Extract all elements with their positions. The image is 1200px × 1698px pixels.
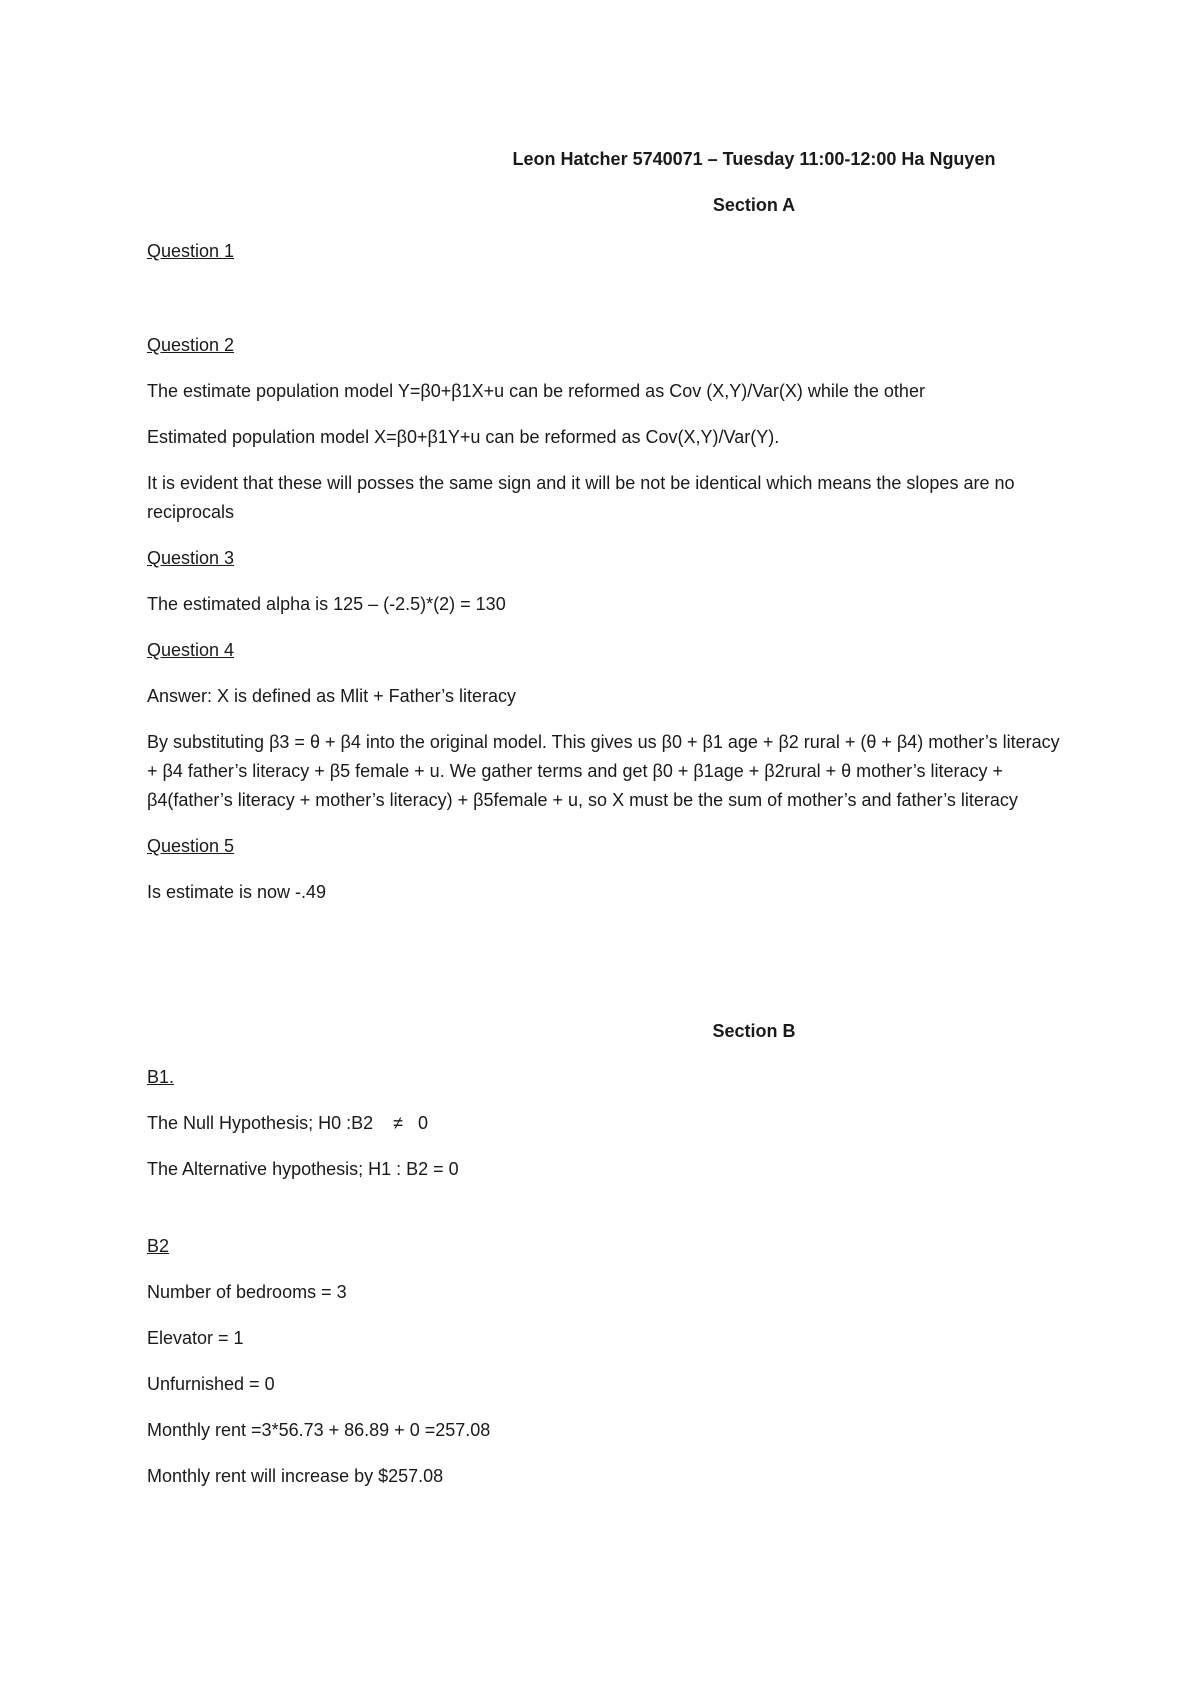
section-a-title: Section A (712, 195, 796, 215)
question-5-heading: Question 5 (147, 836, 235, 856)
b2-bedrooms: Number of bedrooms = 3 (147, 1282, 347, 1302)
b2-unfurnished: Unfurnished = 0 (147, 1374, 275, 1394)
b-gap (147, 1184, 1067, 1232)
b1-heading: B1. (147, 1067, 175, 1087)
section-b-title: Section B (712, 1021, 796, 1041)
question-1-heading: Question 1 (147, 241, 235, 261)
question-4-answer-2: By substituting β3 = θ + β4 into the original model. This gives us β0 + β1 age + β2 rural + (θ + β4) mother’s literacy + β4 father’s literacy + β5 female + u. We gather terms and get β0 + β1age + β2rural + θ mother’s literacy + β4(father’s literacy + mother’s literacy) + β5female + u, so X must be the sum of mother’s and father’s literacy (147, 732, 1060, 810)
b2-elevator: Elevator = 1 (147, 1328, 244, 1348)
question-2-line-1: The estimate population model Y=β0+β1X+u can be reformed as Cov (X,Y)/Var(X) while the other (147, 381, 925, 401)
question-3-heading: Question 3 (147, 548, 235, 568)
question-2-heading: Question 2 (147, 335, 235, 355)
b1-alternative-hypothesis: The Alternative hypothesis; H1 : B2 = 0 (147, 1159, 459, 1179)
question-2-line-2: Estimated population model X=β0+β1Y+u can be reformed as Cov(X,Y)/Var(Y). (147, 427, 780, 447)
question-4-heading: Question 4 (147, 640, 235, 660)
question-1-blank (147, 283, 1067, 331)
b2-rent-calculation: Monthly rent =3*56.73 + 86.89 + 0 =257.08 (147, 1420, 491, 1440)
b2-rent-increase: Monthly rent will increase by $257.08 (147, 1466, 444, 1486)
question-5-answer: Is estimate is now -.49 (147, 882, 327, 902)
question-2-line-3: It is evident that these will posses the same sign and it will be not be identical which means the slopes are no reciprocals (147, 473, 1015, 522)
question-3-answer: The estimated alpha is 125 – (-2.5)*(2) = 130 (147, 594, 506, 614)
document-title: Leon Hatcher 5740071 – Tuesday 11:00-12:00 Ha Nguyen (512, 149, 996, 169)
b2-heading: B2 (147, 1236, 170, 1256)
b1-null-hypothesis: The Null Hypothesis; H0 :B2 ≠ 0 (147, 1113, 428, 1133)
document-body (147, 145, 1067, 1508)
section-gap (147, 907, 1067, 1017)
question-4-answer-1: Answer: X is defined as Mlit + Father’s literacy (147, 686, 516, 706)
